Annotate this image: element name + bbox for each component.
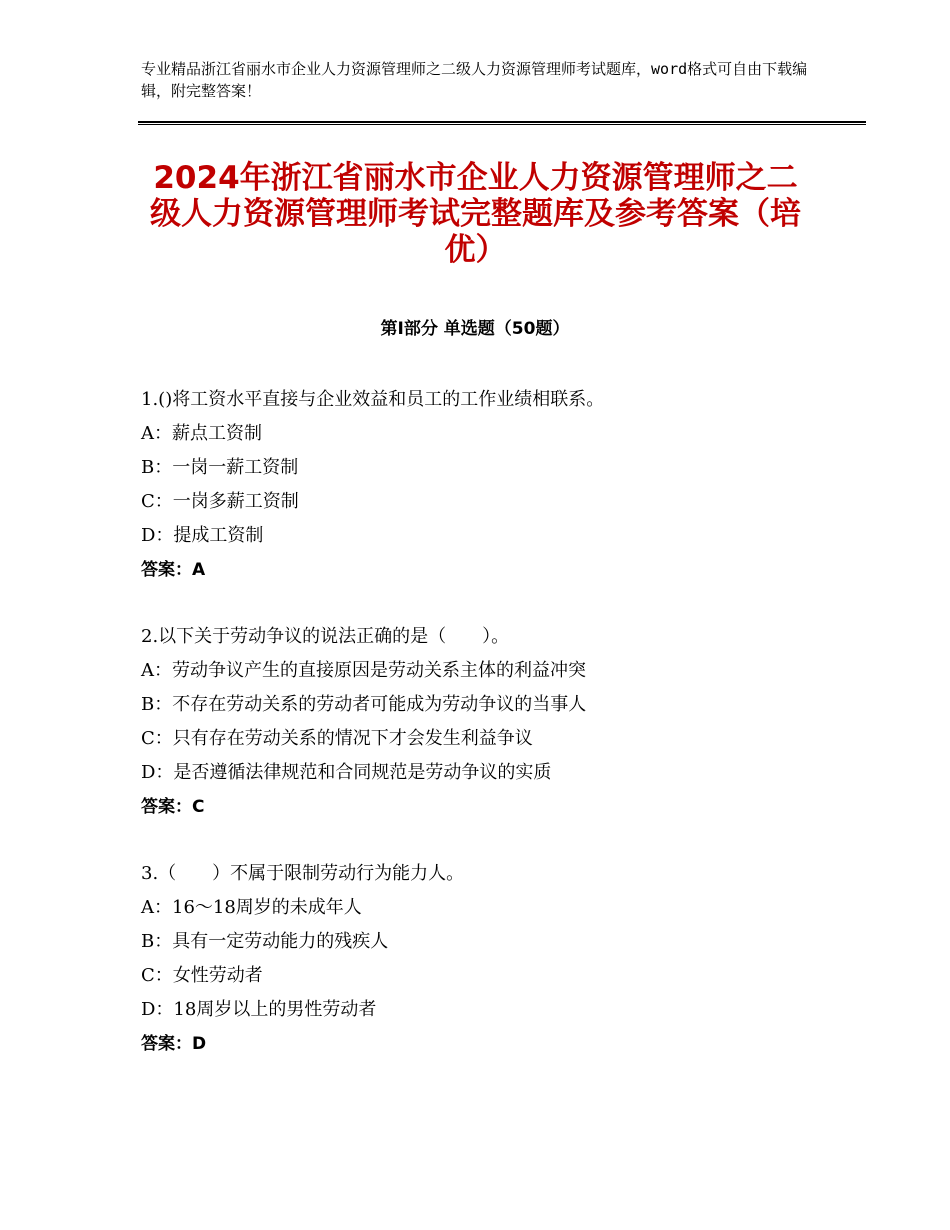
option-b: B：具有一定劳动能力的残疾人 xyxy=(141,931,389,952)
option-b: B：一岗一薪工资制 xyxy=(141,457,299,478)
question-list xyxy=(141,383,841,1094)
answer-key: 答案：D xyxy=(141,1034,207,1054)
answer-key: 答案：C xyxy=(141,797,205,817)
option-d: D：18周岁以上的男性劳动者 xyxy=(141,999,377,1020)
option-a: A：薪点工资制 xyxy=(141,423,262,444)
header-note: 专业精品浙江省丽水市企业人力资源管理师之二级人力资源管理师考试题库，word格式可自由下载编辑，附完整答案！ xyxy=(141,60,808,100)
question-stem: 2.以下关于劳动争议的说法正确的是（ ）。 xyxy=(141,626,510,647)
option-a: A：劳动争议产生的直接原因是劳动关系主体的利益冲突 xyxy=(141,660,586,681)
question-3 xyxy=(141,857,841,1061)
answer-key: 答案：A xyxy=(141,560,206,580)
option-c: C：女性劳动者 xyxy=(141,965,263,986)
option-a: A：16～18周岁的未成年人 xyxy=(141,897,362,918)
option-c: C：一岗多薪工资制 xyxy=(141,491,299,512)
question-1 xyxy=(141,383,841,587)
option-d: D：提成工资制 xyxy=(141,525,264,546)
option-b: B：不存在劳动关系的劳动者可能成为劳动争议的当事人 xyxy=(141,694,587,715)
question-stem: 3.（ ）不属于限制劳动行为能力人。 xyxy=(141,863,465,884)
question-2 xyxy=(141,620,841,824)
question-stem: 1.()将工资水平直接与企业效益和员工的工作业绩相联系。 xyxy=(141,389,605,410)
header-divider xyxy=(138,121,866,125)
option-c: C：只有存在劳动关系的情况下才会发生利益争议 xyxy=(141,728,533,749)
section-heading: 第Ⅰ部分 单选题（50题） xyxy=(380,319,570,339)
option-d: D：是否遵循法律规范和合同规范是劳动争议的实质 xyxy=(141,762,552,783)
document-title: 2024年浙江省丽水市企业人力资源管理师之二级人力资源管理师考试完整题库及参考答案（培优） xyxy=(150,160,801,268)
